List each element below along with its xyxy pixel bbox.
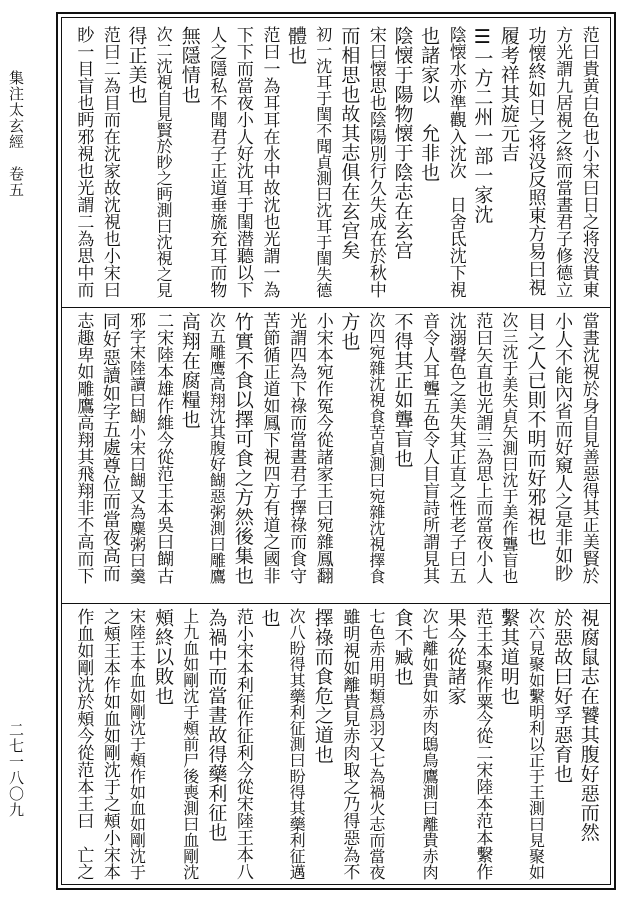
text-column: 苦節循正道如鳳下視四方有道之國非 [259, 312, 280, 584]
text-column: 范小宋本利征作征利今從宋陸王本八 [232, 608, 253, 880]
text-column: 為禍中而當晝故得藥利征也 [205, 608, 228, 842]
text-column: 陰懐水亦準觀入沈次 日舍氐沈下視 [445, 26, 466, 298]
text-column: 目之人已則不明而好邪視也 [524, 312, 547, 546]
text-column: 次五雕鹰高翔沈其腹好餬惡粥測曰雕鷹 [207, 312, 227, 584]
text-column: 范曰貴黄白色也小宋曰日之将没貴東 [578, 26, 599, 298]
text-column: 方光謂九居視之終而當晝君子修德立 [552, 26, 573, 298]
text-column: 次二沈視自見賢於眇之眄測曰沈視之見 [154, 26, 174, 298]
text-column: 作血如剛沈於頰今從范本王曰 亡之 [73, 608, 94, 880]
text-column: 初一沈耳于閨不聞貞測曰沈耳于閨失德 [313, 26, 333, 298]
text-column: 當晝沈視於身自見善惡得其正美賢於 [578, 312, 599, 584]
text-column: 無隱情也 [178, 26, 201, 104]
text-column: 下下而當夜小人好沈耳于閨潜聽以下 [232, 26, 253, 298]
text-column: 繫其道明也 [497, 608, 520, 706]
text-column: 之頰王本作如血如剛沈于之頰小宋本 [99, 608, 120, 880]
text-column: 功懐終如日之将没反照東方易曰視 [525, 26, 547, 296]
text-column: ☰一方二州一部一家沈 [471, 26, 494, 224]
text-column: 范王本聚作粟今從二宋陸本范本繫作 [472, 608, 493, 880]
text-column: 范曰矢直也光謂三為思上而當夜小人 [472, 312, 493, 584]
text-column: 同好惡讀如字五處尊位而當夜高而 [99, 312, 121, 582]
text-column: 次七離如貴如赤肉鴟鳥鷹測曰離貴赤肉 [420, 608, 440, 880]
text-column: 宋陸王本血如剛沈于頰作如血如剛沈于 [127, 608, 147, 880]
text-column: 上九血如剛沈于頰前尸後喪測曰血剛沈 [180, 608, 200, 880]
text-column: 陰懐于陽物懐于陰志在玄宫 [391, 26, 414, 260]
text-column: 志趣卑如雕鷹高翔其飛翔非不高而下 [73, 312, 94, 584]
text-column: 竹實不食以擇可食之方然後集也 [231, 312, 254, 585]
text-column: 次三沈于美失貞矢測曰沈于美作聾盲也 [499, 312, 519, 584]
text-column: 人之隱私不聞君子正道垂旒充耳而物 [206, 26, 227, 298]
text-column: 方也 [338, 312, 361, 351]
text-column: 小人不能內省而好窺人之是非如眇 [552, 312, 574, 582]
text-column: 也諸家以 允非也 [418, 26, 441, 182]
text-column: 沈溺聲色之美失其正直之性老子曰五 [445, 312, 466, 584]
text-column: 果今從諸家 [444, 608, 467, 706]
text-column: 擇祿而食危之道也 [311, 608, 334, 764]
text-band [66, 22, 606, 306]
text-column: 雖明視如離貴見赤肉取之乃得惡為不 [339, 608, 360, 880]
text-band [66, 308, 606, 602]
text-column: 眇一目盲也眄邪視也光謂二為思中而 [73, 26, 94, 298]
text-column: 視腐鼠志在饕其腹好惡而然 [577, 608, 600, 842]
page-frame [56, 12, 616, 890]
text-column: 履考祥其旋元吉 [497, 26, 520, 163]
text-column: 邪字宋陸讀曰餬小宋曰餬又為麋粥曰羹 [127, 312, 147, 584]
text-column: 二宋陸本雄作維今從范王本吳曰餬古 [153, 312, 174, 584]
text-column: 次四宛雜沈視食苦貞測曰宛雜沈視擇食 [366, 312, 386, 584]
text-column: 宋曰懐思也陰陽別行久失成在於秋中 [365, 26, 386, 298]
text-column: 也 [258, 608, 281, 628]
text-column: 不得其正如聾盲也 [391, 312, 414, 468]
text-column: 頰終以敗也 [152, 608, 175, 706]
text-column: 范曰一為耳耳在水中故沈也光謂一為 [259, 26, 280, 298]
text-column: 七色赤用明類爲羽又七為禍火志而當夜 [366, 608, 386, 880]
text-column: 范曰二為目而在沈家故沈視也小宋曰 [99, 26, 120, 298]
text-column: 音令人耳聾五色令人目盲詩所謂見其 [419, 312, 440, 584]
text-column: 次八盼得其藥利征測曰盼得其藥利征邁 [287, 608, 307, 880]
text-column: 得正美也 [125, 26, 148, 104]
page-number: 二七一八〇九 [7, 722, 25, 818]
text-column: 食不臧也 [391, 608, 414, 686]
book-title: 集注太玄經 卷五 [7, 70, 25, 198]
text-column: 高翔在腐糧也 [178, 312, 201, 429]
text-column: 小宋本宛作冤今從諸家王曰宛雜鳳翻 [312, 312, 333, 584]
inner-border [61, 17, 611, 885]
page-margin [0, 0, 50, 903]
text-column: 體也 [285, 26, 308, 65]
text-column: 次六見聚如繫明利以正于王測曰見聚如 [526, 608, 546, 880]
text-column: 光謂四為下祿而當晝君子擇祿而食守 [286, 312, 307, 584]
text-column: 於惡故曰好孚惡育也 [551, 608, 574, 784]
text-column: 而相思也故其志俱在玄宫矣 [338, 26, 361, 260]
text-band [66, 604, 606, 890]
